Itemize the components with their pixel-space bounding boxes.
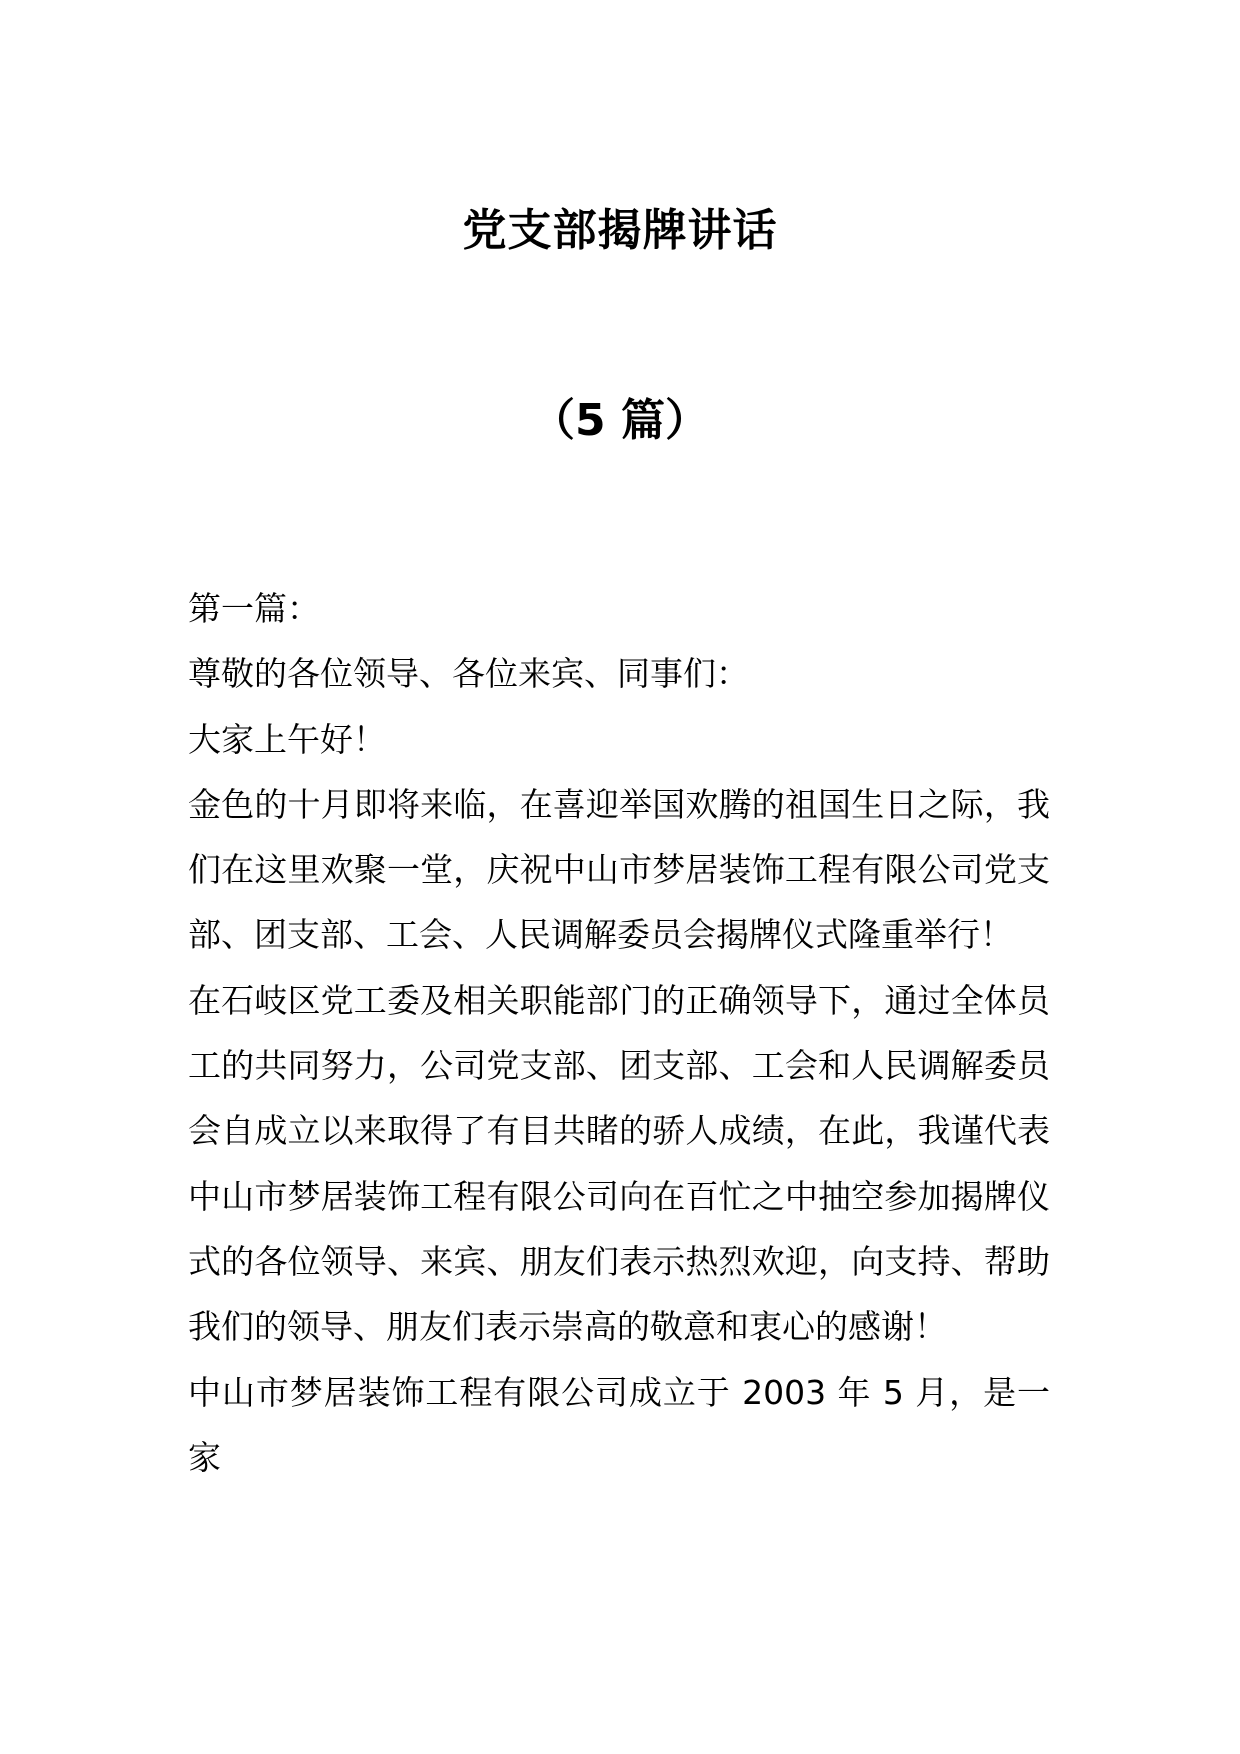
document-body (188, 576, 1050, 1490)
section-heading: 第一篇： (188, 589, 320, 628)
body-paragraph: 在石岐区党工委及相关职能部门的正确领导下，通过全体员工的共同努力，公司党支部、团支部、工会和人民调解委员会自成立以来取得了有目共睹的骄人成绩，在此，我谨代表中山市梦居装饰工程有限公司向在百忙之中抽空参加揭牌仪式的各位领导、来宾、朋友们表示热烈欢迎，向支持、帮助我们的领导、朋友们表示崇高的敬意和衷心的感谢！ (188, 980, 1050, 1347)
salutation: 尊敬的各位领导、各位来宾、同事们： (188, 654, 749, 694)
body-paragraph: 金色的十月即将来临，在喜迎举国欢腾的祖国生日之际，我们在这里欢聚一堂，庆祝中山市梦居装饰工程有限公司党支部、团支部、工会、人民调解委员会揭牌仪式隆重举行！ (188, 784, 1050, 955)
body-paragraph: 中山市梦居装饰工程有限公司成立于 2003 年 5 月，是一家 (188, 1372, 1050, 1477)
document-title: 党支部揭牌讲话 (462, 205, 778, 256)
greeting: 大家上午好！ (188, 719, 386, 759)
document-subtitle: （5 篇） (531, 395, 709, 446)
